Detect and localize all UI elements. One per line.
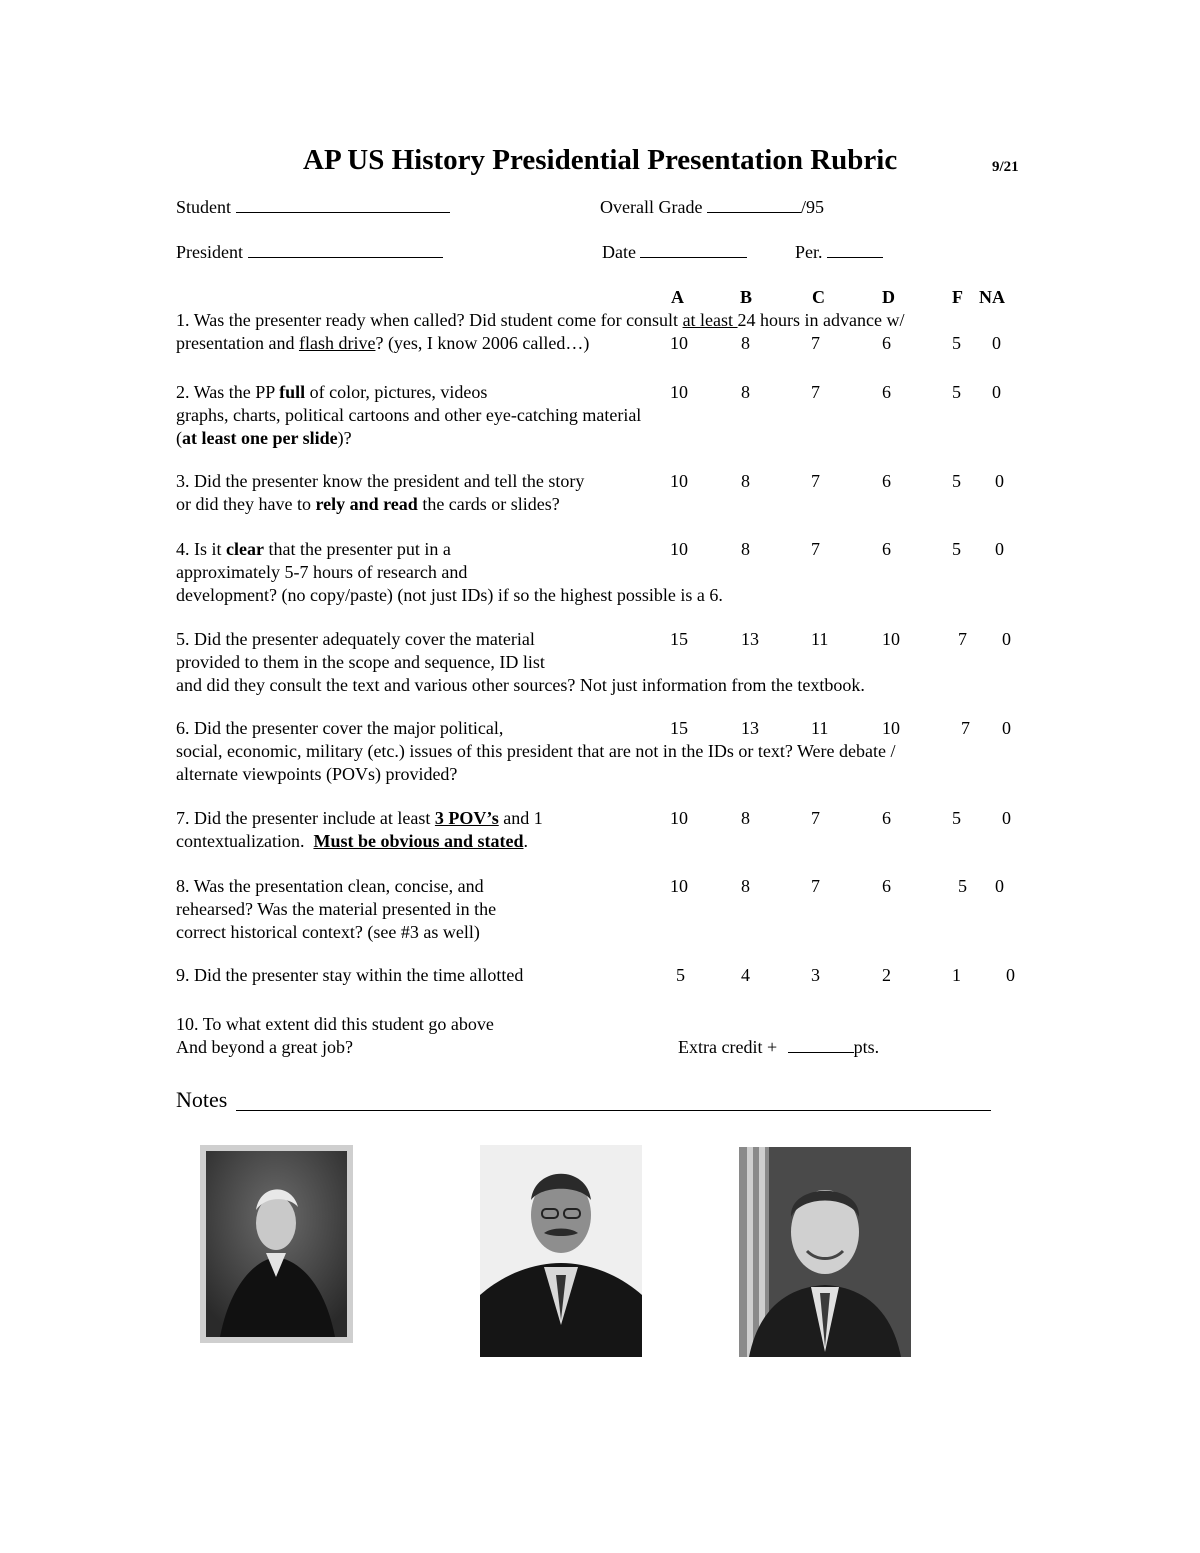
- score-b[interactable]: 8: [741, 333, 750, 353]
- score-d[interactable]: 10: [882, 718, 900, 738]
- question-text: .: [523, 831, 528, 851]
- question-10: [176, 1013, 494, 1059]
- score-f[interactable]: 5: [958, 876, 967, 896]
- question-text: and 1: [498, 808, 543, 828]
- score-b[interactable]: 4: [741, 965, 750, 985]
- question-text: Was the presenter ready when called? Did student come for consult: [193, 310, 683, 330]
- score-b[interactable]: 13: [741, 718, 759, 738]
- score-d[interactable]: 6: [882, 808, 891, 828]
- question-text: (: [176, 428, 182, 448]
- overall-grade-blank[interactable]: [707, 196, 801, 213]
- question-text: ? (yes, I know 2006 called…): [375, 333, 590, 353]
- grade-header-c: C: [812, 287, 825, 307]
- grade-header-f: F: [952, 287, 963, 307]
- question-text: alternate viewpoints (POVs) provided?: [176, 764, 458, 784]
- score-a[interactable]: 10: [670, 333, 688, 353]
- score-d[interactable]: 6: [882, 471, 891, 491]
- photo-portrait: [739, 1147, 911, 1357]
- score-b[interactable]: 8: [741, 382, 750, 402]
- question-text: the cards or slides?: [417, 494, 560, 514]
- score-f[interactable]: 5: [952, 539, 961, 559]
- score-na[interactable]: 0: [995, 539, 1004, 559]
- score-c[interactable]: 7: [811, 539, 820, 559]
- score-c[interactable]: 7: [811, 808, 820, 828]
- score-d[interactable]: 6: [882, 876, 891, 896]
- question-number: 1.: [176, 310, 190, 330]
- question-text-bold-underlined: Must be obvious and stated: [313, 831, 524, 851]
- question-2: [176, 381, 641, 450]
- student-label: Student: [176, 197, 232, 217]
- extra-credit-label: Extra credit +: [678, 1037, 778, 1057]
- score-na[interactable]: 0: [992, 333, 1001, 353]
- question-text-bold: rely and read: [315, 494, 418, 514]
- score-f[interactable]: 7: [958, 629, 967, 649]
- score-c[interactable]: 11: [811, 718, 829, 738]
- score-c[interactable]: 7: [811, 471, 820, 491]
- score-f[interactable]: 5: [952, 471, 961, 491]
- question-text-bold: full: [279, 382, 306, 402]
- score-na[interactable]: 0: [1002, 718, 1011, 738]
- question-number: 10.: [176, 1014, 199, 1034]
- date-mark: 9/21: [992, 159, 1019, 175]
- question-8: [176, 875, 496, 944]
- question-text: correct historical context? (see #3 as well): [176, 922, 480, 942]
- score-d[interactable]: 10: [882, 629, 900, 649]
- score-na[interactable]: 0: [995, 471, 1004, 491]
- question-text-underlined: flash drive: [298, 333, 376, 353]
- score-a[interactable]: 10: [670, 539, 688, 559]
- question-text: presentation and: [176, 333, 299, 353]
- question-text: Did the presenter adequately cover the material: [194, 629, 535, 649]
- question-text: Is it: [194, 539, 227, 559]
- score-f[interactable]: 5: [952, 333, 961, 353]
- score-a[interactable]: 15: [670, 718, 688, 738]
- question-text: rehearsed? Was the material presented in the: [176, 899, 497, 919]
- grade-header-a: A: [671, 287, 684, 307]
- question-number: 9.: [176, 965, 190, 985]
- score-a[interactable]: 15: [670, 629, 688, 649]
- question-text: contextualization.: [176, 831, 314, 851]
- question-text: development? (no copy/paste) (not just IDs) if so the highest possible is a 6.: [176, 585, 723, 605]
- question-text: or did they have to: [176, 494, 316, 514]
- question-text: Did the presenter include at least: [194, 808, 435, 828]
- question-text-underlined: at least: [682, 310, 738, 330]
- score-na[interactable]: 0: [995, 876, 1004, 896]
- score-b[interactable]: 8: [741, 808, 750, 828]
- page-title: AP US History Presidential Presentation Rubric: [303, 144, 898, 176]
- score-c[interactable]: 7: [811, 382, 820, 402]
- grade-header-na: NA: [979, 287, 1005, 307]
- score-d[interactable]: 2: [882, 965, 891, 985]
- score-d[interactable]: 6: [882, 539, 891, 559]
- question-text: Did the presenter stay within the time allotted: [194, 965, 524, 985]
- score-c[interactable]: 7: [811, 333, 820, 353]
- score-f[interactable]: 7: [961, 718, 970, 738]
- date-blank[interactable]: [640, 241, 747, 258]
- score-c[interactable]: 3: [811, 965, 820, 985]
- question-text: approximately 5-7 hours of research and: [176, 562, 468, 582]
- score-c[interactable]: 11: [811, 629, 829, 649]
- question-number: 8.: [176, 876, 190, 896]
- score-c[interactable]: 7: [811, 876, 820, 896]
- question-text: social, economic, military (etc.) issues of this president that are not in the IDs or text? Were debate /: [176, 741, 896, 761]
- grade-header-d: D: [882, 287, 895, 307]
- score-b[interactable]: 13: [741, 629, 759, 649]
- question-text: And beyond a great job?: [176, 1037, 353, 1057]
- overall-grade-label: Overall Grade: [600, 197, 703, 217]
- score-d[interactable]: 6: [882, 382, 891, 402]
- score-a[interactable]: 5: [676, 965, 685, 985]
- president-blank[interactable]: [248, 241, 443, 258]
- engraved-portrait: [200, 1145, 353, 1343]
- period-field: [795, 241, 883, 264]
- question-1: [176, 309, 905, 355]
- score-f[interactable]: 1: [952, 965, 961, 985]
- score-b[interactable]: 8: [741, 471, 750, 491]
- question-4: [176, 538, 723, 607]
- score-f[interactable]: 5: [952, 808, 961, 828]
- question-text-bold-underlined: 3 POV’s: [434, 808, 499, 828]
- student-field: [176, 196, 450, 219]
- score-a[interactable]: 10: [670, 382, 688, 402]
- notes-label: Notes: [176, 1087, 228, 1112]
- question-text: To what extent did this student go above: [202, 1014, 494, 1034]
- question-7: [176, 807, 543, 853]
- score-b[interactable]: 8: [741, 539, 750, 559]
- question-3: [176, 470, 584, 516]
- score-f[interactable]: 5: [952, 382, 961, 402]
- score-na[interactable]: 0: [1006, 965, 1015, 985]
- question-text: Was the presentation clean, concise, and: [193, 876, 484, 896]
- question-text: of color, pictures, videos: [305, 382, 488, 402]
- grade-header-b: B: [740, 287, 753, 307]
- notes-line[interactable]: [236, 1110, 991, 1111]
- question-number: 6.: [176, 718, 190, 738]
- question-text: )?: [337, 428, 352, 448]
- period-blank[interactable]: [827, 241, 883, 258]
- question-5: [176, 628, 865, 697]
- question-text: Was the PP: [193, 382, 280, 402]
- overall-grade-field: [600, 196, 824, 219]
- score-na[interactable]: 0: [1002, 629, 1011, 649]
- question-text: that the presenter put in a: [263, 539, 451, 559]
- score-a[interactable]: 10: [670, 876, 688, 896]
- president-field: [176, 241, 443, 264]
- question-text: and did they consult the text and various other sources? Not just information from the textbook.: [176, 675, 865, 695]
- president-label: President: [176, 242, 243, 262]
- question-text-bold: clear: [226, 539, 264, 559]
- question-number: 4.: [176, 539, 190, 559]
- score-a[interactable]: 10: [670, 808, 688, 828]
- question-text-bold: at least one per slide: [182, 428, 338, 448]
- question-text: Did the presenter cover the major political,: [194, 718, 504, 738]
- question-text: graphs, charts, political cartoons and other eye-catching material: [176, 405, 642, 425]
- score-a[interactable]: 10: [670, 471, 688, 491]
- question-number: 3.: [176, 471, 190, 491]
- sepia-portrait: [480, 1145, 642, 1357]
- question-number: 5.: [176, 629, 190, 649]
- question-text: provided to them in the scope and sequence, ID list: [176, 652, 545, 672]
- date-label: Date: [602, 242, 636, 262]
- date-field: [602, 241, 747, 264]
- score-b[interactable]: 8: [741, 876, 750, 896]
- score-na[interactable]: 0: [1002, 808, 1011, 828]
- question-number: 7.: [176, 808, 190, 828]
- extra-credit-field: [678, 1036, 879, 1059]
- overall-total: /95: [800, 197, 824, 217]
- question-6: [176, 717, 896, 786]
- extra-credit-blank[interactable]: [788, 1036, 854, 1053]
- question-text: 24 hours in advance w/: [737, 310, 905, 330]
- question-text: Did the presenter know the president and tell the story: [194, 471, 585, 491]
- pts-label: pts.: [853, 1037, 880, 1057]
- score-d[interactable]: 6: [882, 333, 891, 353]
- question-number: 2.: [176, 382, 190, 402]
- student-blank[interactable]: [236, 196, 450, 213]
- score-na[interactable]: 0: [992, 382, 1001, 402]
- period-label: Per.: [795, 242, 823, 262]
- question-9: [176, 964, 523, 987]
